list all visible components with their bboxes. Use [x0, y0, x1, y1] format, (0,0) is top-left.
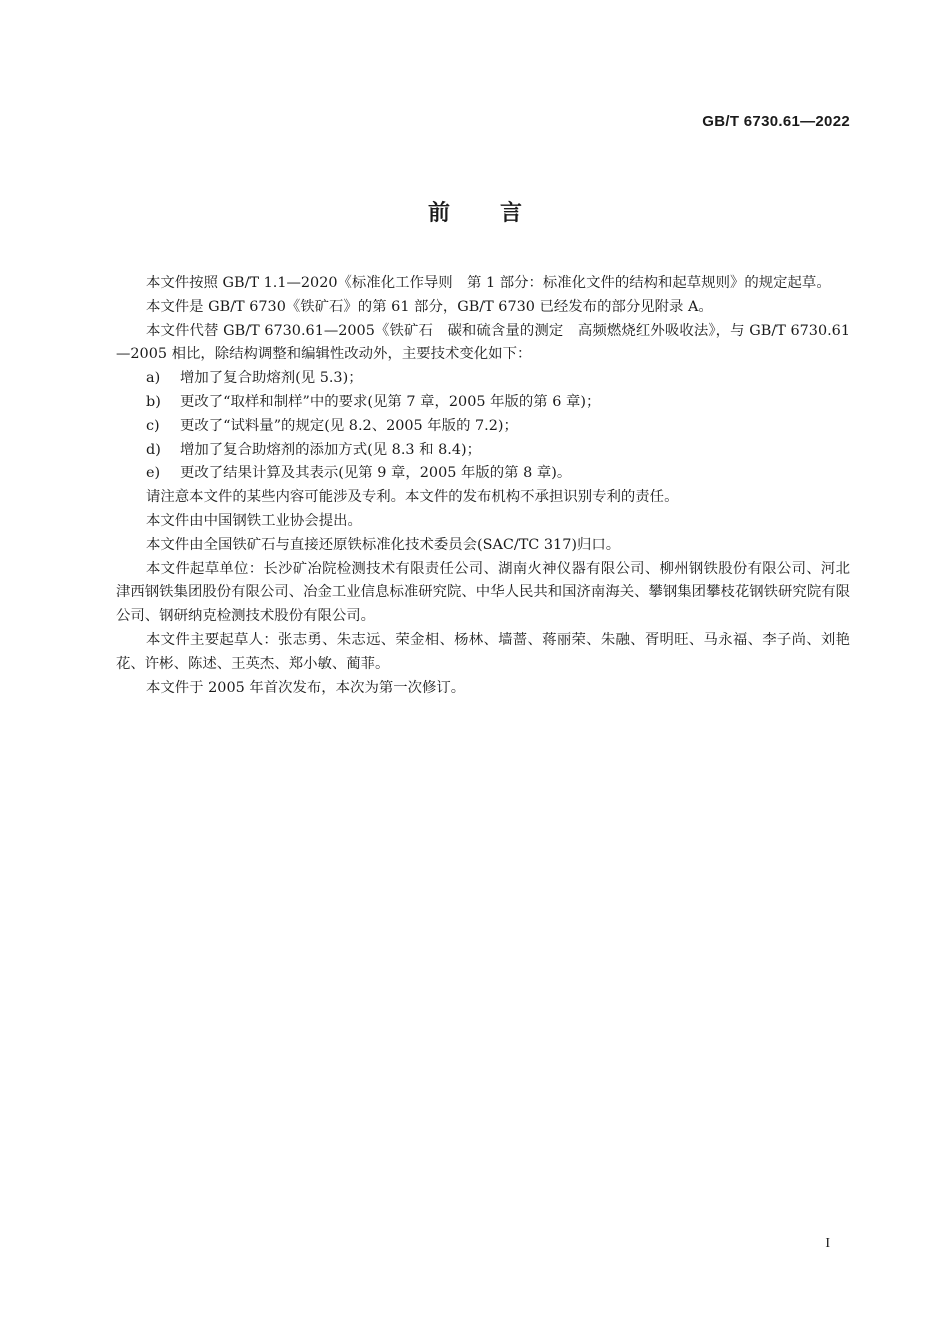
change-item-e [116, 462, 850, 486]
change-item-c [116, 415, 850, 439]
change-text: 增加了复合助熔剂(见 5.3)； [180, 370, 363, 387]
change-text: 更改了“取样和制样”中的要求(见第 7 章，2005 年版的第 6 章)； [180, 393, 601, 410]
change-marker: d) [146, 441, 161, 458]
foreword-body [116, 272, 850, 700]
change-item-b [116, 391, 850, 415]
paragraph-drafters: 本文件主要起草人：张志勇、朱志远、荣金相、杨林、墙蔷、蒋丽荣、朱融、胥明旺、马永福、李子尚、刘艳花、许彬、陈述、王英杰、郑小敏、蔺菲。 [116, 631, 850, 672]
paragraph-replaces: 本文件代替 GB/T 6730.61—2005《铁矿石 碳和硫含量的测定 高频燃烧红外吸收法》，与 GB/T 6730.61—2005 相比，除结构调整和编辑性改动外，主要技术变化如下： [116, 322, 850, 363]
paragraph-series-part: 本文件是 GB/T 6730《铁矿石》的第 61 部分，GB/T 6730 已经发布的部分见附录 A。 [146, 298, 713, 315]
change-item-a [116, 367, 850, 391]
change-item-d [116, 439, 850, 463]
change-text: 更改了“试料量”的规定(见 8.2、2005 年版的 7.2)； [180, 417, 518, 434]
paragraph-drafting-rules: 本文件按照 GB/T 1.1—2020《标准化工作导则 第 1 部分：标准化文件的结构和起草规则》的规定起草。 [146, 275, 831, 291]
paragraph-history: 本文件于 2005 年首次发布，本次为第一次修订。 [146, 679, 466, 696]
change-text: 增加了复合助熔剂的添加方式(见 8.3 和 8.4)； [180, 441, 481, 458]
change-marker: a) [146, 370, 161, 387]
change-text: 更改了结果计算及其表示(见第 9 章，2005 年版的第 8 章)。 [180, 465, 572, 482]
page-number: I [825, 1236, 830, 1251]
change-marker: c) [146, 417, 160, 434]
change-marker: e) [146, 465, 161, 482]
paragraph-drafting-units: 本文件起草单位：长沙矿冶院检测技术有限责任公司、湖南火神仪器有限公司、柳州钢铁股份有限公司、河北津西钢铁集团股份有限公司、冶金工业信息标准研究院、中华人民共和国济南海关、攀钢集团攀枝花钢铁研究院有限公司、钢研纳克检测技术股份有限公司。 [116, 560, 850, 625]
paragraph-committee: 本文件由全国铁矿石与直接还原铁标准化技术委员会(SAC/TC 317)归口。 [146, 536, 621, 553]
paragraph-patent-notice: 请注意本文件的某些内容可能涉及专利。本文件的发布机构不承担识别专利的责任。 [146, 489, 679, 506]
page-title: 前言 [427, 201, 572, 226]
paragraph-proposer: 本文件由中国钢铁工业协会提出。 [146, 512, 362, 529]
document-code: GB/T 6730.61—2022 [702, 113, 850, 130]
change-marker: b) [146, 393, 161, 410]
